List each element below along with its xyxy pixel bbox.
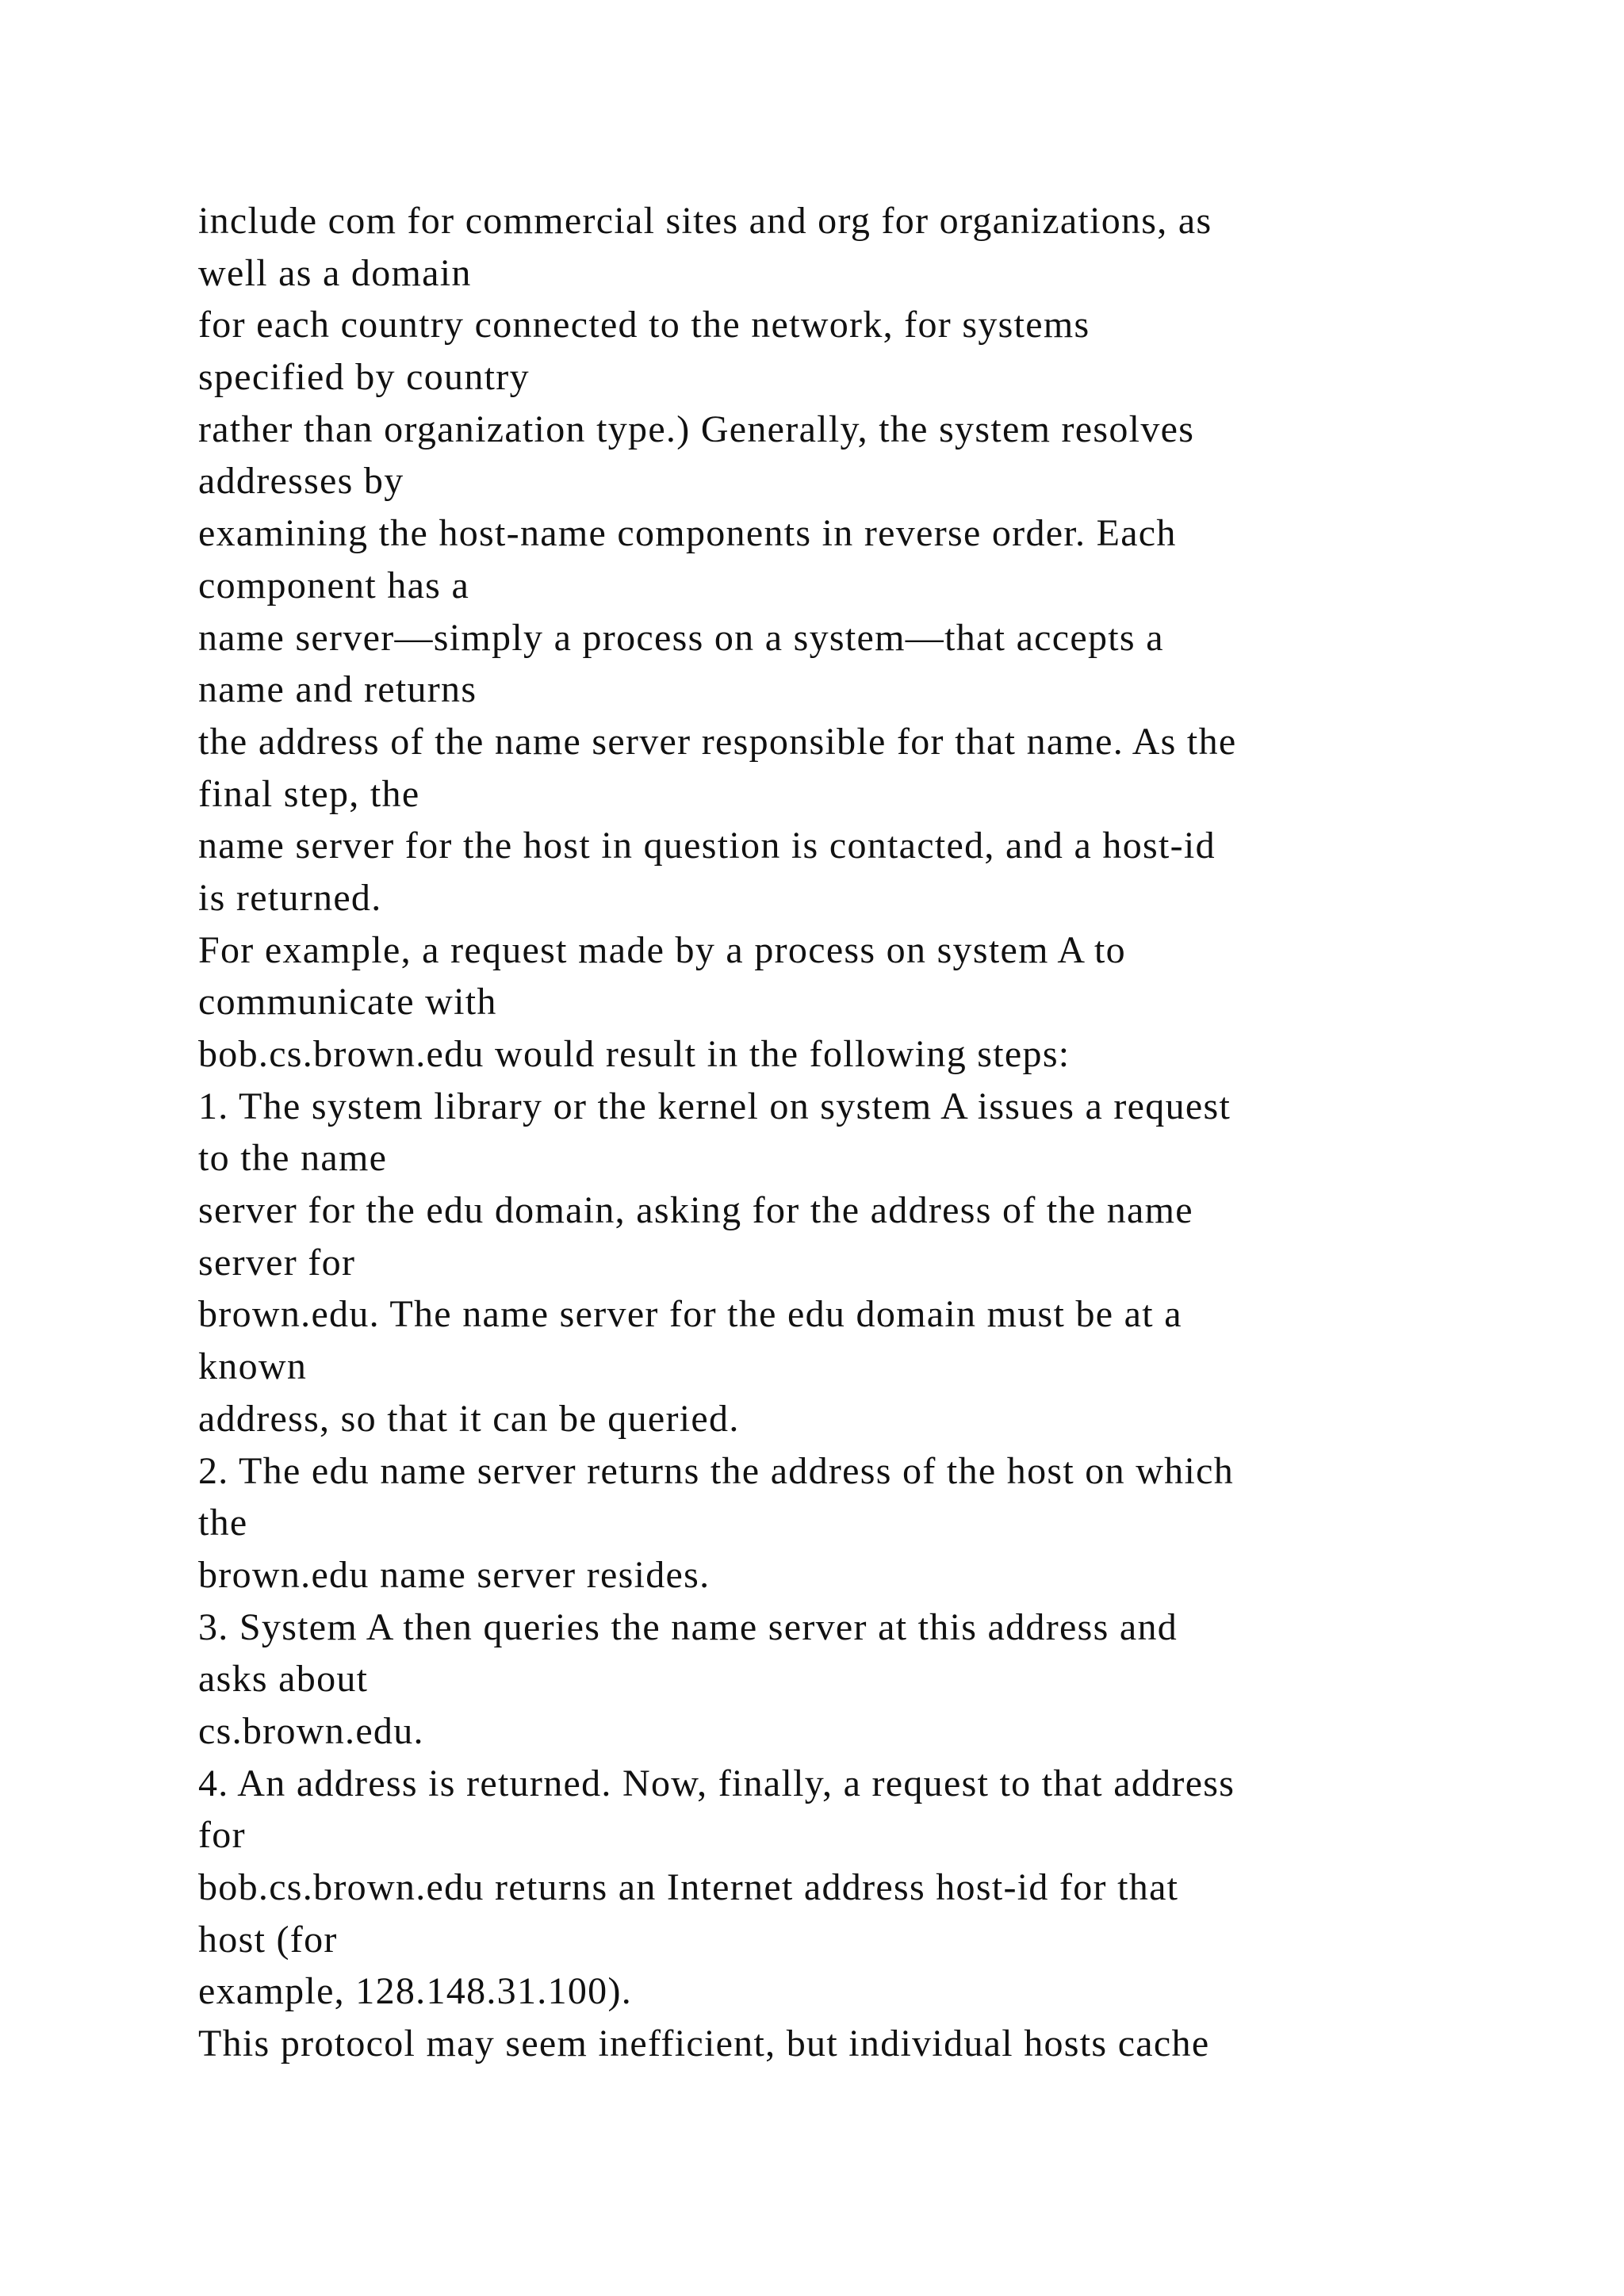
- text-line: known: [198, 1345, 308, 1388]
- text-line: to the name: [198, 1137, 388, 1180]
- text-line: This protocol may seem inefficient, but individual hosts cache: [198, 2022, 1210, 2065]
- text-line: address, so that it can be queried.: [198, 1397, 740, 1440]
- text-line: name server—simply a process on a system—that accepts a: [198, 616, 1164, 659]
- text-line: For example, a request made by a process on system A to: [198, 928, 1126, 971]
- text-line: for each country connected to the network, for systems: [198, 304, 1090, 346]
- text-line: communicate with: [198, 981, 497, 1024]
- text-line: example, 128.148.31.100).: [198, 1970, 633, 2013]
- text-line: 4. An address is returned. Now, finally, a request to that address: [198, 1762, 1235, 1804]
- text-line: brown.edu. The name server for the edu domain must be at a: [198, 1293, 1182, 1336]
- text-line: the address of the name server responsible for that name. As the: [198, 720, 1237, 763]
- text-line: well as a domain: [198, 251, 472, 294]
- text-line: examining the host-name components in reverse order. Each: [198, 512, 1177, 555]
- text-line: cs.brown.edu.: [198, 1709, 424, 1752]
- text-line: server for: [198, 1241, 356, 1284]
- text-line: 3. System A then queries the name server at this address and: [198, 1605, 1178, 1648]
- text-line: bob.cs.brown.edu would result in the following steps:: [198, 1033, 1071, 1075]
- text-line: addresses by: [198, 460, 404, 503]
- text-line: rather than organization type.) Generally, the system resolves: [198, 408, 1195, 450]
- text-line: 2. The edu name server returns the address of the host on which: [198, 1449, 1234, 1492]
- text-line: for: [198, 1814, 246, 1857]
- text-line: 1. The system library or the kernel on system A issues a request: [198, 1085, 1231, 1127]
- text-line: server for the edu domain, asking for the address of the name: [198, 1189, 1193, 1232]
- text-line: the: [198, 1502, 248, 1544]
- text-line: name and returns: [198, 668, 477, 711]
- text-line: host (for: [198, 1918, 338, 1961]
- text-line: asks about: [198, 1658, 369, 1701]
- text-line: brown.edu name server resides.: [198, 1553, 710, 1596]
- text-line: final step, the: [198, 772, 420, 815]
- text-line: specified by country: [198, 356, 530, 399]
- text-line: is returned.: [198, 876, 382, 919]
- text-line: component has a: [198, 564, 470, 607]
- body-text: [198, 195, 1546, 2070]
- text-line: bob.cs.brown.edu returns an Internet address host-id for that: [198, 1866, 1179, 1908]
- text-line: include com for commercial sites and org for organizations, as: [198, 200, 1212, 242]
- text-line: name server for the host in question is contacted, and a host-id: [198, 825, 1216, 867]
